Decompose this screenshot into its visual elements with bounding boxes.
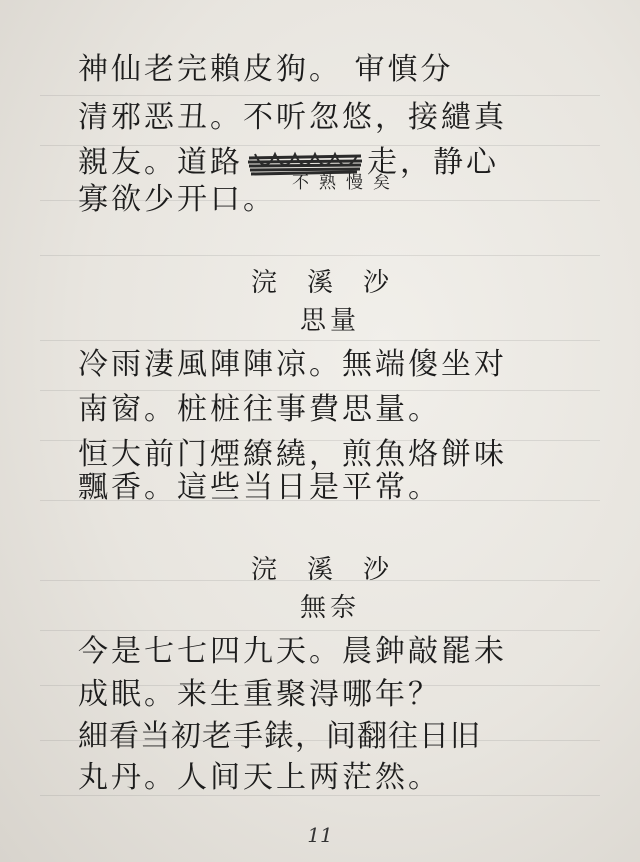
poem2-line-1: 冷雨淒風陣陣凉。無端傻坐对 <box>78 347 507 382</box>
stanza1-line-4: 寡欲少开口。 <box>78 182 276 217</box>
poem3-line-1: 今是七七四九天。晨鈡敲罷未 <box>78 634 507 669</box>
handwritten-correction: 不熟慢矣 <box>292 173 400 193</box>
ruled-line <box>40 95 600 96</box>
poem2-title: 浣溪沙 <box>250 268 419 298</box>
stanza1-line-2: 清邪恶丑。不听忽悠，接繾真 <box>78 100 507 135</box>
stanza1-line-1: 神仙老完賴皮狗。 审慎分 <box>78 52 454 87</box>
poem3-line-2: 成眠。来生重聚淂哪年？ <box>78 677 441 712</box>
poem3-line-3: 細看当初老手錶，间翻往日旧 <box>78 719 481 754</box>
poem2-line-3: 恒大前门煙繚繞，煎魚烙餅味 <box>78 437 507 472</box>
page-number: 11 <box>307 823 333 847</box>
ruled-line <box>40 255 600 256</box>
poem3-line-4: 丸丹。人间天上两茫然。 <box>78 760 441 795</box>
ruled-line <box>40 795 600 796</box>
stanza1-line-3-end: 走，静心 <box>367 145 499 180</box>
poem2-line-2: 南窗。桩桩往事費思量。 <box>78 392 441 427</box>
ruled-line <box>40 390 600 391</box>
ruled-line <box>40 340 600 341</box>
poem3-title: 浣溪沙 <box>250 555 419 585</box>
stanza1-line-3 <box>78 145 499 180</box>
poem3-subtitle: 無奈 <box>299 593 360 623</box>
poem2-subtitle: 思量 <box>299 306 360 336</box>
ruled-line <box>40 630 600 631</box>
stanza1-line-3-start: 親友。道路 <box>78 145 243 180</box>
poem2-line-4: 飄香。這些当日是平常。 <box>78 470 441 505</box>
